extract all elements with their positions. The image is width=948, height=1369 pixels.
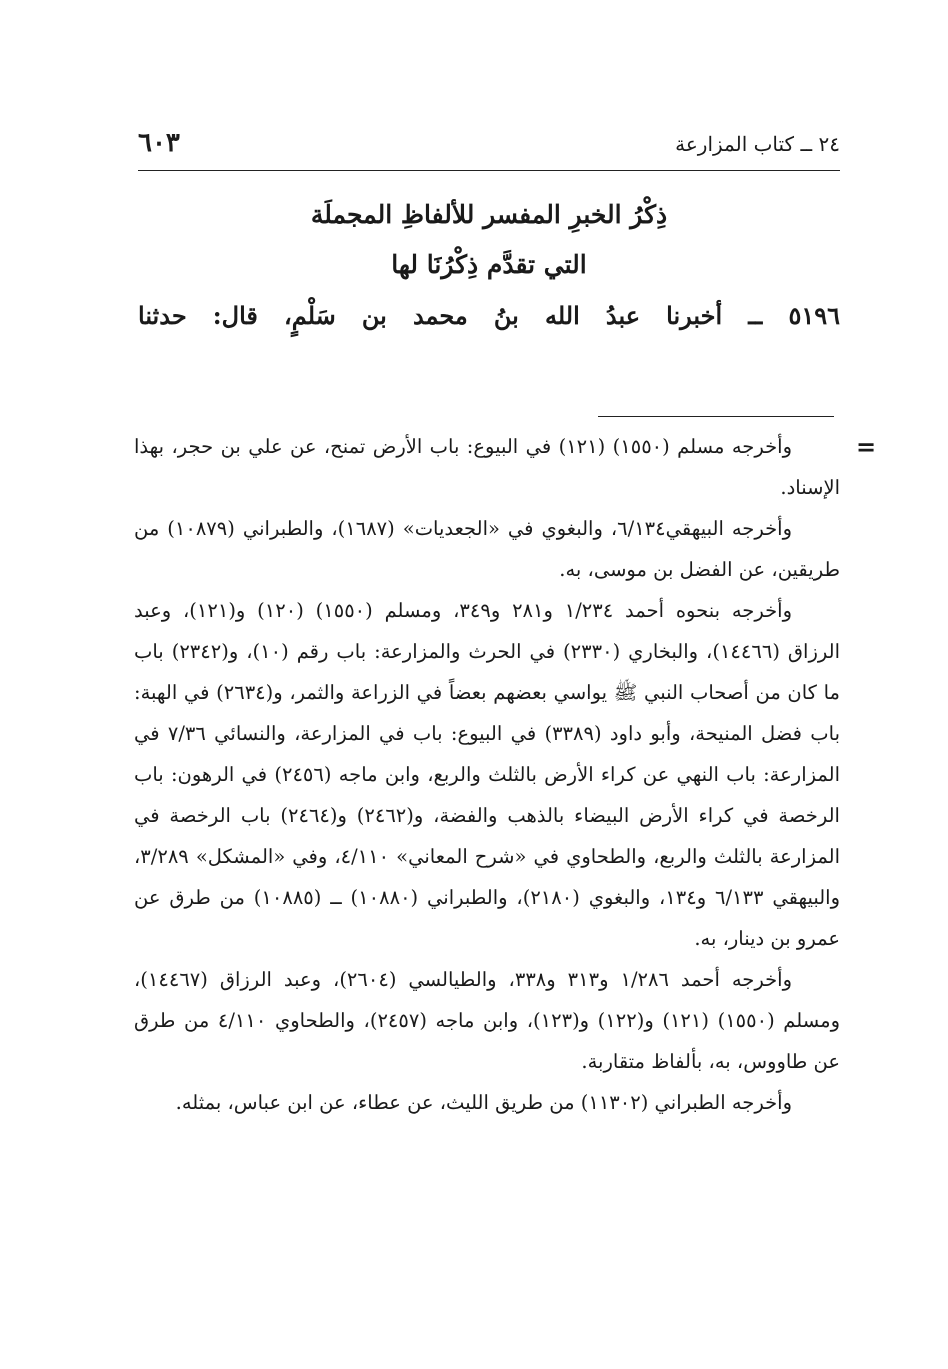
- section-heading: [138, 190, 840, 290]
- continued-marker: =: [856, 432, 877, 461]
- hadith-text: ٥١٩٦ ــ أخبرنا عبدُ الله بنُ محمد بن سَلْمٍ، قال: حدثنا: [138, 301, 840, 330]
- header-divider: [138, 170, 840, 171]
- footnotes: [134, 426, 840, 1123]
- footnote-divider: [598, 416, 834, 417]
- footnote-paragraph: وأخرجه أحمد ١/٢٨٦ و٣١٣ و٣٣٨، والطيالسي (٢٦٠٤)، وعبد الرزاق (١٤٤٦٧)، ومسلم (١٥٥٠) (١٢١) و(١٢٢) و(١٢٣)، وابن ماجه (٢٤٥٧)، والطحاوي ٤/١١٠ من طرق عن طاووس، به، بألفاظ متقاربة.: [134, 968, 840, 1073]
- footnote-paragraph: وأخرجه بنحوه أحمد ١/٢٣٤ و٢٨١ و٣٤٩، ومسلم (١٥٥٠) (١٢٠) و(١٢١)، وعبد الرزاق (١٤٤٦٦)، والبخاري (٢٣٣٠) في الحرث والمزارعة: باب رقم (١٠)، و(٢٣٤٢) باب ما كان من أصحاب النبي ﷺ يواسي بعضهم بعضاً في الزراعة والثمر، و(٢٦٣٤) في الهبة: باب فضل المنيحة، وأبو داود (٣٣٨٩) في البيوع: باب في المزارعة، والنسائي ٧/٣٦ في المزارعة: باب النهي عن كراء الأرض بالثلث والربع، وابن ماجه (٢٤٥٦) في الرهون: باب الرخصة في كراء الأرض البيضاء بالذهب والفضة، و(٢٤٦٢) و(٢٤٦٤) باب الرخصة في المزارعة بالثلث والربع، والطحاوي في «شرح المعاني» ٤/١١٠، وفي «المشكل» ٣/٢٨٩، والبيهقي ٦/١٣٣ و١٣٤، والبغوي (٢١٨٠)، والطبراني (١٠٨٨٠) ــ (١٠٨٨٥) من طرق عن عمرو بن دينار، به.: [134, 599, 841, 950]
- chapter-title: ٢٤ ــ كتاب المزارعة: [675, 132, 840, 156]
- heading-line-1: ذِكْرُ الخبرِ المفسر للألفاظِ المجملَة: [310, 200, 668, 229]
- footnote-paragraph: وأخرجه مسلم (١٥٥٠) (١٢١) في البيوع: باب الأرض تمنح، عن علي بن حجر، بهذا الإسناد.: [134, 435, 840, 499]
- heading-line-2: التي تقدَّم ذِكْرُنَا لها: [391, 250, 587, 279]
- page-number: ٦٠٣: [138, 128, 180, 158]
- footnote-paragraph: وأخرجه الطبراني (١١٣٠٢) من طريق الليث، عن عطاء، عن ابن عباس، بمثله.: [175, 1091, 792, 1114]
- running-header: [138, 128, 840, 168]
- footnote-paragraph: وأخرجه البيهقي٦/١٣٤، والبغوي في «الجعديات» (١٦٨٧)، والطبراني (١٠٨٧٩) من طريقين، عن الفضل بن موسى، به.: [134, 517, 840, 581]
